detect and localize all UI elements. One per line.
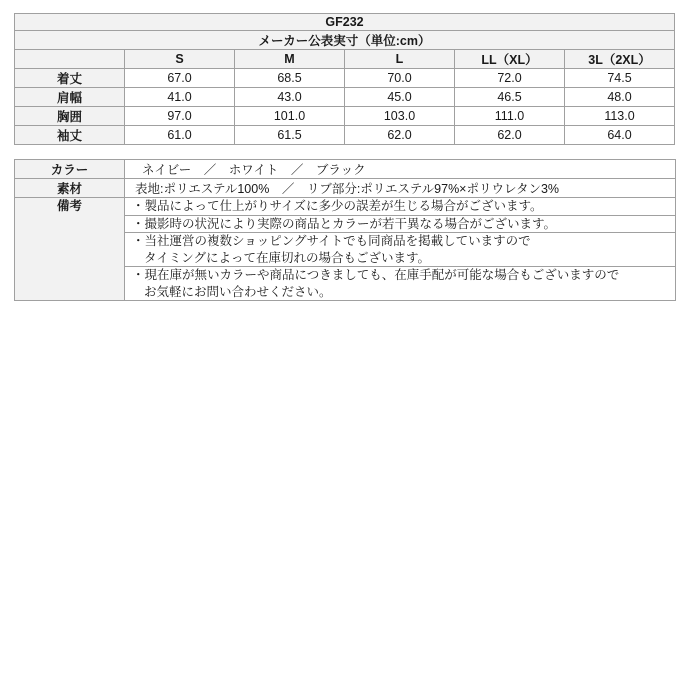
product-code: GF232 [15, 14, 675, 31]
measurement-row-sleeve [15, 126, 675, 145]
note-item [125, 198, 676, 216]
measurement-value: 74.5 [565, 69, 675, 88]
corner-cell [15, 50, 125, 69]
material-row [15, 179, 676, 198]
measurement-value: 62.0 [345, 126, 455, 145]
measurement-row-chest [15, 107, 675, 126]
measurement-value: 62.0 [455, 126, 565, 145]
measurement-value: 97.0 [125, 107, 235, 126]
page-content [0, 0, 690, 301]
size-chart-caption: メーカー公表実寸（単位:cm） [15, 31, 675, 50]
measurement-label: 袖丈 [15, 126, 125, 145]
measurement-row-shoulder [15, 88, 675, 107]
measurement-label: 肩幅 [15, 88, 125, 107]
color-label: カラー [15, 160, 125, 179]
size-header-row [15, 50, 675, 69]
measurement-value: 61.5 [235, 126, 345, 145]
color-row [15, 160, 676, 179]
note-item [125, 233, 676, 267]
note-line: ・撮影時の状況により実際の商品とカラーが若干異なる場合がございます。 [132, 216, 557, 231]
size-header-m: M [235, 50, 345, 69]
size-header-l: L [345, 50, 455, 69]
caption-row [15, 31, 675, 50]
measurement-value: 67.0 [125, 69, 235, 88]
size-header-s: S [125, 50, 235, 69]
note-line: ・現在庫が無いカラーや商品につきましても、在庫手配が可能な場合もございますので [132, 268, 620, 282]
details-table [14, 159, 676, 301]
measurement-label: 着丈 [15, 69, 125, 88]
measurement-value: 72.0 [455, 69, 565, 88]
note-item [125, 215, 676, 233]
measurement-value: 64.0 [565, 126, 675, 145]
material-value: 表地:ポリエステル100% ／ リブ部分:ポリエステル97%×ポリウレタン3% [125, 179, 676, 198]
product-code-row [15, 14, 675, 31]
measurement-value: 103.0 [345, 107, 455, 126]
measurement-value: 46.5 [455, 88, 565, 107]
notes-label: 備考 [15, 198, 125, 301]
measurement-value: 70.0 [345, 69, 455, 88]
note-row [15, 198, 676, 216]
measurement-value: 101.0 [235, 107, 345, 126]
measurement-value: 48.0 [565, 88, 675, 107]
size-table [14, 13, 675, 145]
measurement-value: 68.5 [235, 69, 345, 88]
material-label: 素材 [15, 179, 125, 198]
note-line: ・当社運営の複数ショッピングサイトでも同商品を掲載していますので [132, 234, 531, 248]
measurement-value: 45.0 [345, 88, 455, 107]
note-item [125, 267, 676, 301]
measurement-value: 111.0 [455, 107, 565, 126]
note-line: ・製品によって仕上がりサイズに多少の誤差が生じる場合がございます。 [132, 199, 543, 213]
note-line: タイミングによって在庫切れの場合もございます。 [144, 250, 431, 265]
measurement-value: 113.0 [565, 107, 675, 126]
color-value: ネイビー ／ ホワイト ／ ブラック [125, 160, 676, 179]
size-header-3l: 3L（2XL） [565, 50, 675, 69]
measurement-row-length [15, 69, 675, 88]
measurement-value: 61.0 [125, 126, 235, 145]
measurement-label: 胸囲 [15, 107, 125, 126]
measurement-value: 43.0 [235, 88, 345, 107]
size-header-ll: LL（XL） [455, 50, 565, 69]
note-line: お気軽にお問い合わせください。 [144, 284, 332, 299]
measurement-value: 41.0 [125, 88, 235, 107]
